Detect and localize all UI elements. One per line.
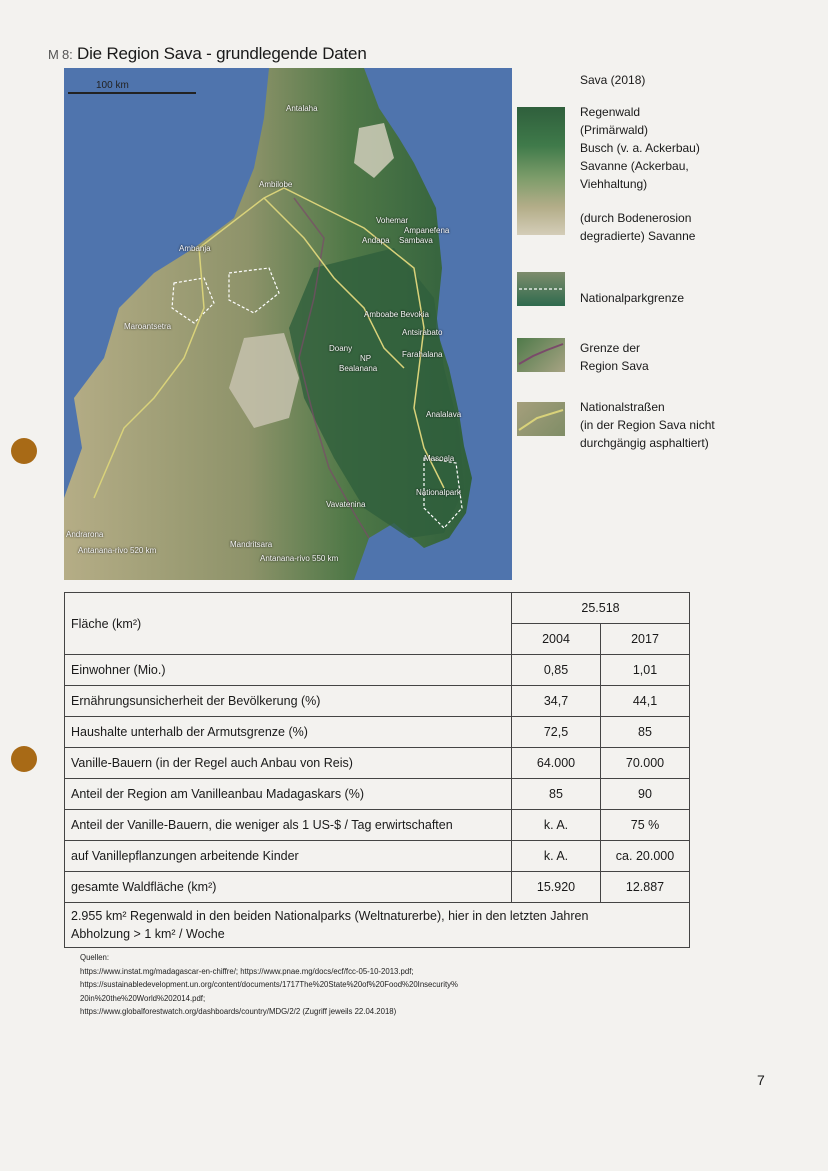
map-label-farahalana: Farahalana	[402, 350, 443, 359]
legend-item-label: degradierte) Savanne	[580, 229, 696, 243]
value-2017: 75 %	[601, 810, 690, 841]
year-header: 2004	[512, 624, 601, 655]
sources-heading: Quellen:	[80, 953, 110, 962]
year-header: 2017	[601, 624, 690, 655]
legend-park-boundary-label: Nationalparkgrenze	[580, 291, 685, 305]
source-line: https://www.instat.mg/madagascar-en-chiffre/; https://www.pnae.mg/docs/ecf/fcc-05-10-2013.pdf;	[80, 966, 414, 976]
value-2017: 70.000	[601, 748, 690, 779]
value-2017: 90	[601, 779, 690, 810]
map-label-ampanefena: Ampanefena	[404, 226, 450, 235]
legend-item-label: Region Sava	[580, 359, 649, 373]
row-label: Anteil der Region am Vanilleanbau Madagaskars (%)	[65, 779, 512, 810]
page-title	[48, 44, 367, 64]
title-text: Die Region Sava - grundlegende Daten	[77, 44, 367, 63]
material-number: M 8:	[48, 47, 73, 62]
legend-gap	[580, 193, 700, 209]
value-2017: 12.887	[601, 872, 690, 903]
map-label-doany: Doany	[329, 344, 353, 353]
value-2004: k. A.	[512, 810, 601, 841]
row-label: Ernährungsunsicherheit der Bevölkerung (%)	[65, 686, 512, 717]
map-scale-bar	[68, 92, 196, 94]
map-label-masoala: Masoala	[424, 454, 455, 463]
map-label-ambilobe: Ambilobe	[259, 180, 293, 189]
legend-swatch-park-boundary	[517, 272, 565, 306]
legend-vegetation-text	[580, 103, 700, 245]
value-2017: ca. 20.000	[601, 841, 690, 872]
row-label: auf Vanillepflanzungen arbeitende Kinder	[65, 841, 512, 872]
value-2004: 85	[512, 779, 601, 810]
map-label-maroantsetra: Maroantsetra	[124, 322, 172, 331]
binder-hole	[11, 438, 37, 464]
table-row	[65, 748, 690, 779]
table-row	[65, 593, 690, 624]
area-label-cell: Fläche (km²)	[65, 593, 512, 655]
row-label: Anteil der Vanille-Bauern, die weniger als 1 US-$ / Tag erwirtschaften	[65, 810, 512, 841]
rainforest-note-cell	[65, 903, 690, 948]
road-line-icon	[517, 402, 565, 436]
binder-hole	[11, 746, 37, 772]
map-label-antalaha: Antalaha	[286, 104, 318, 113]
legend-item-label: Nationalstraßen	[580, 400, 665, 414]
legend-swatch-region-boundary	[517, 338, 565, 372]
value-2017: 1,01	[601, 655, 690, 686]
map-label-bealanana: Bealanana	[339, 364, 378, 373]
map-label-amboabe: Amboabe Bevokia	[364, 310, 429, 319]
legend-item-label: Savanne (Ackerbau,	[580, 159, 689, 173]
value-2004: 64.000	[512, 748, 601, 779]
value-2004: 72,5	[512, 717, 601, 748]
map-label-antananarivo-550: Antanana-rivo 550 km	[260, 554, 339, 563]
map-label-antananarivo-520: Antanana-rivo 520 km	[78, 546, 157, 555]
table-row	[65, 686, 690, 717]
row-label: Haushalte unterhalb der Armutsgrenze (%)	[65, 717, 512, 748]
map-label-sambava: Sambava	[399, 236, 433, 245]
map-label-np: NP	[360, 354, 372, 363]
value-2004: 0,85	[512, 655, 601, 686]
satellite-map	[64, 68, 512, 580]
legend-national-road-text	[580, 398, 715, 452]
page-number: 7	[757, 1072, 765, 1088]
row-label: Vanille-Bauern (in der Regel auch Anbau von Reis)	[65, 748, 512, 779]
value-2017: 85	[601, 717, 690, 748]
legend-item-label: durchgängig asphaltiert)	[580, 436, 709, 450]
note-line: 2.955 km² Regenwald in den beiden Nationalparks (Weltnaturerbe), hier in den letzten Jahren	[71, 909, 589, 923]
boundary-line-icon	[517, 338, 565, 372]
row-label: gesamte Waldfläche (km²)	[65, 872, 512, 903]
source-line: https://www.globalforestwatch.org/dashboards/country/MDG/2/2 (Zugriff jeweils 22.04.2018)	[80, 1007, 397, 1016]
value-2004: 15.920	[512, 872, 601, 903]
row-label: Einwohner (Mio.)	[65, 655, 512, 686]
value-2004: 34,7	[512, 686, 601, 717]
map-label-andapa: Andapa	[362, 236, 390, 245]
note-line: Abholzung > 1 km² / Woche	[71, 927, 225, 941]
source-line: https://sustainabledevelopment.un.org/content/documents/1717The%20State%20of%20Food%20Insecurity%	[80, 980, 458, 989]
table-row	[65, 655, 690, 686]
map-label-antsirabato: Antsirabato	[402, 328, 443, 337]
map-label-mandritsara: Mandritsara	[230, 540, 273, 549]
legend-swatch-vegetation	[517, 107, 565, 235]
sources-block	[80, 951, 640, 1019]
table-row	[65, 903, 690, 948]
dashed-line-icon	[517, 272, 565, 306]
map-label-andrarona: Andrarona	[66, 530, 104, 539]
source-line: 20in%20the%20World%202014.pdf;	[80, 993, 206, 1003]
legend-swatch-national-road	[517, 402, 565, 436]
value-2017: 44,1	[601, 686, 690, 717]
map-scale-label: 100 km	[96, 80, 129, 91]
value-2004: k. A.	[512, 841, 601, 872]
map-label-nationalpark: Nationalpark	[416, 488, 461, 497]
table-row	[65, 872, 690, 903]
table-row	[65, 810, 690, 841]
area-value-cell: 25.518	[512, 593, 690, 624]
map-label-ambanja: Ambanja	[179, 244, 211, 253]
map-label-analalava: Analalava	[426, 410, 462, 419]
legend-item-label: (durch Bodenerosion	[580, 211, 692, 225]
table-row	[65, 841, 690, 872]
legend-item-label: Busch (v. a. Ackerbau)	[580, 141, 700, 155]
legend-item-label: Grenze der	[580, 341, 641, 355]
legend-item-label: Regenwald	[580, 105, 641, 119]
legend-title: Sava (2018)	[580, 73, 646, 87]
map-label-vohemar: Vohemar	[376, 216, 409, 225]
legend-item-label: (Primärwald)	[580, 123, 649, 137]
table-row	[65, 779, 690, 810]
table-row	[65, 717, 690, 748]
legend-item-label: (in der Region Sava nicht	[580, 418, 715, 432]
map-label-vavatenina: Vavatenina	[326, 500, 366, 509]
sava-data-table	[64, 592, 690, 948]
legend-region-boundary-text	[580, 339, 649, 375]
legend-item-label: Viehhaltung)	[580, 177, 648, 191]
